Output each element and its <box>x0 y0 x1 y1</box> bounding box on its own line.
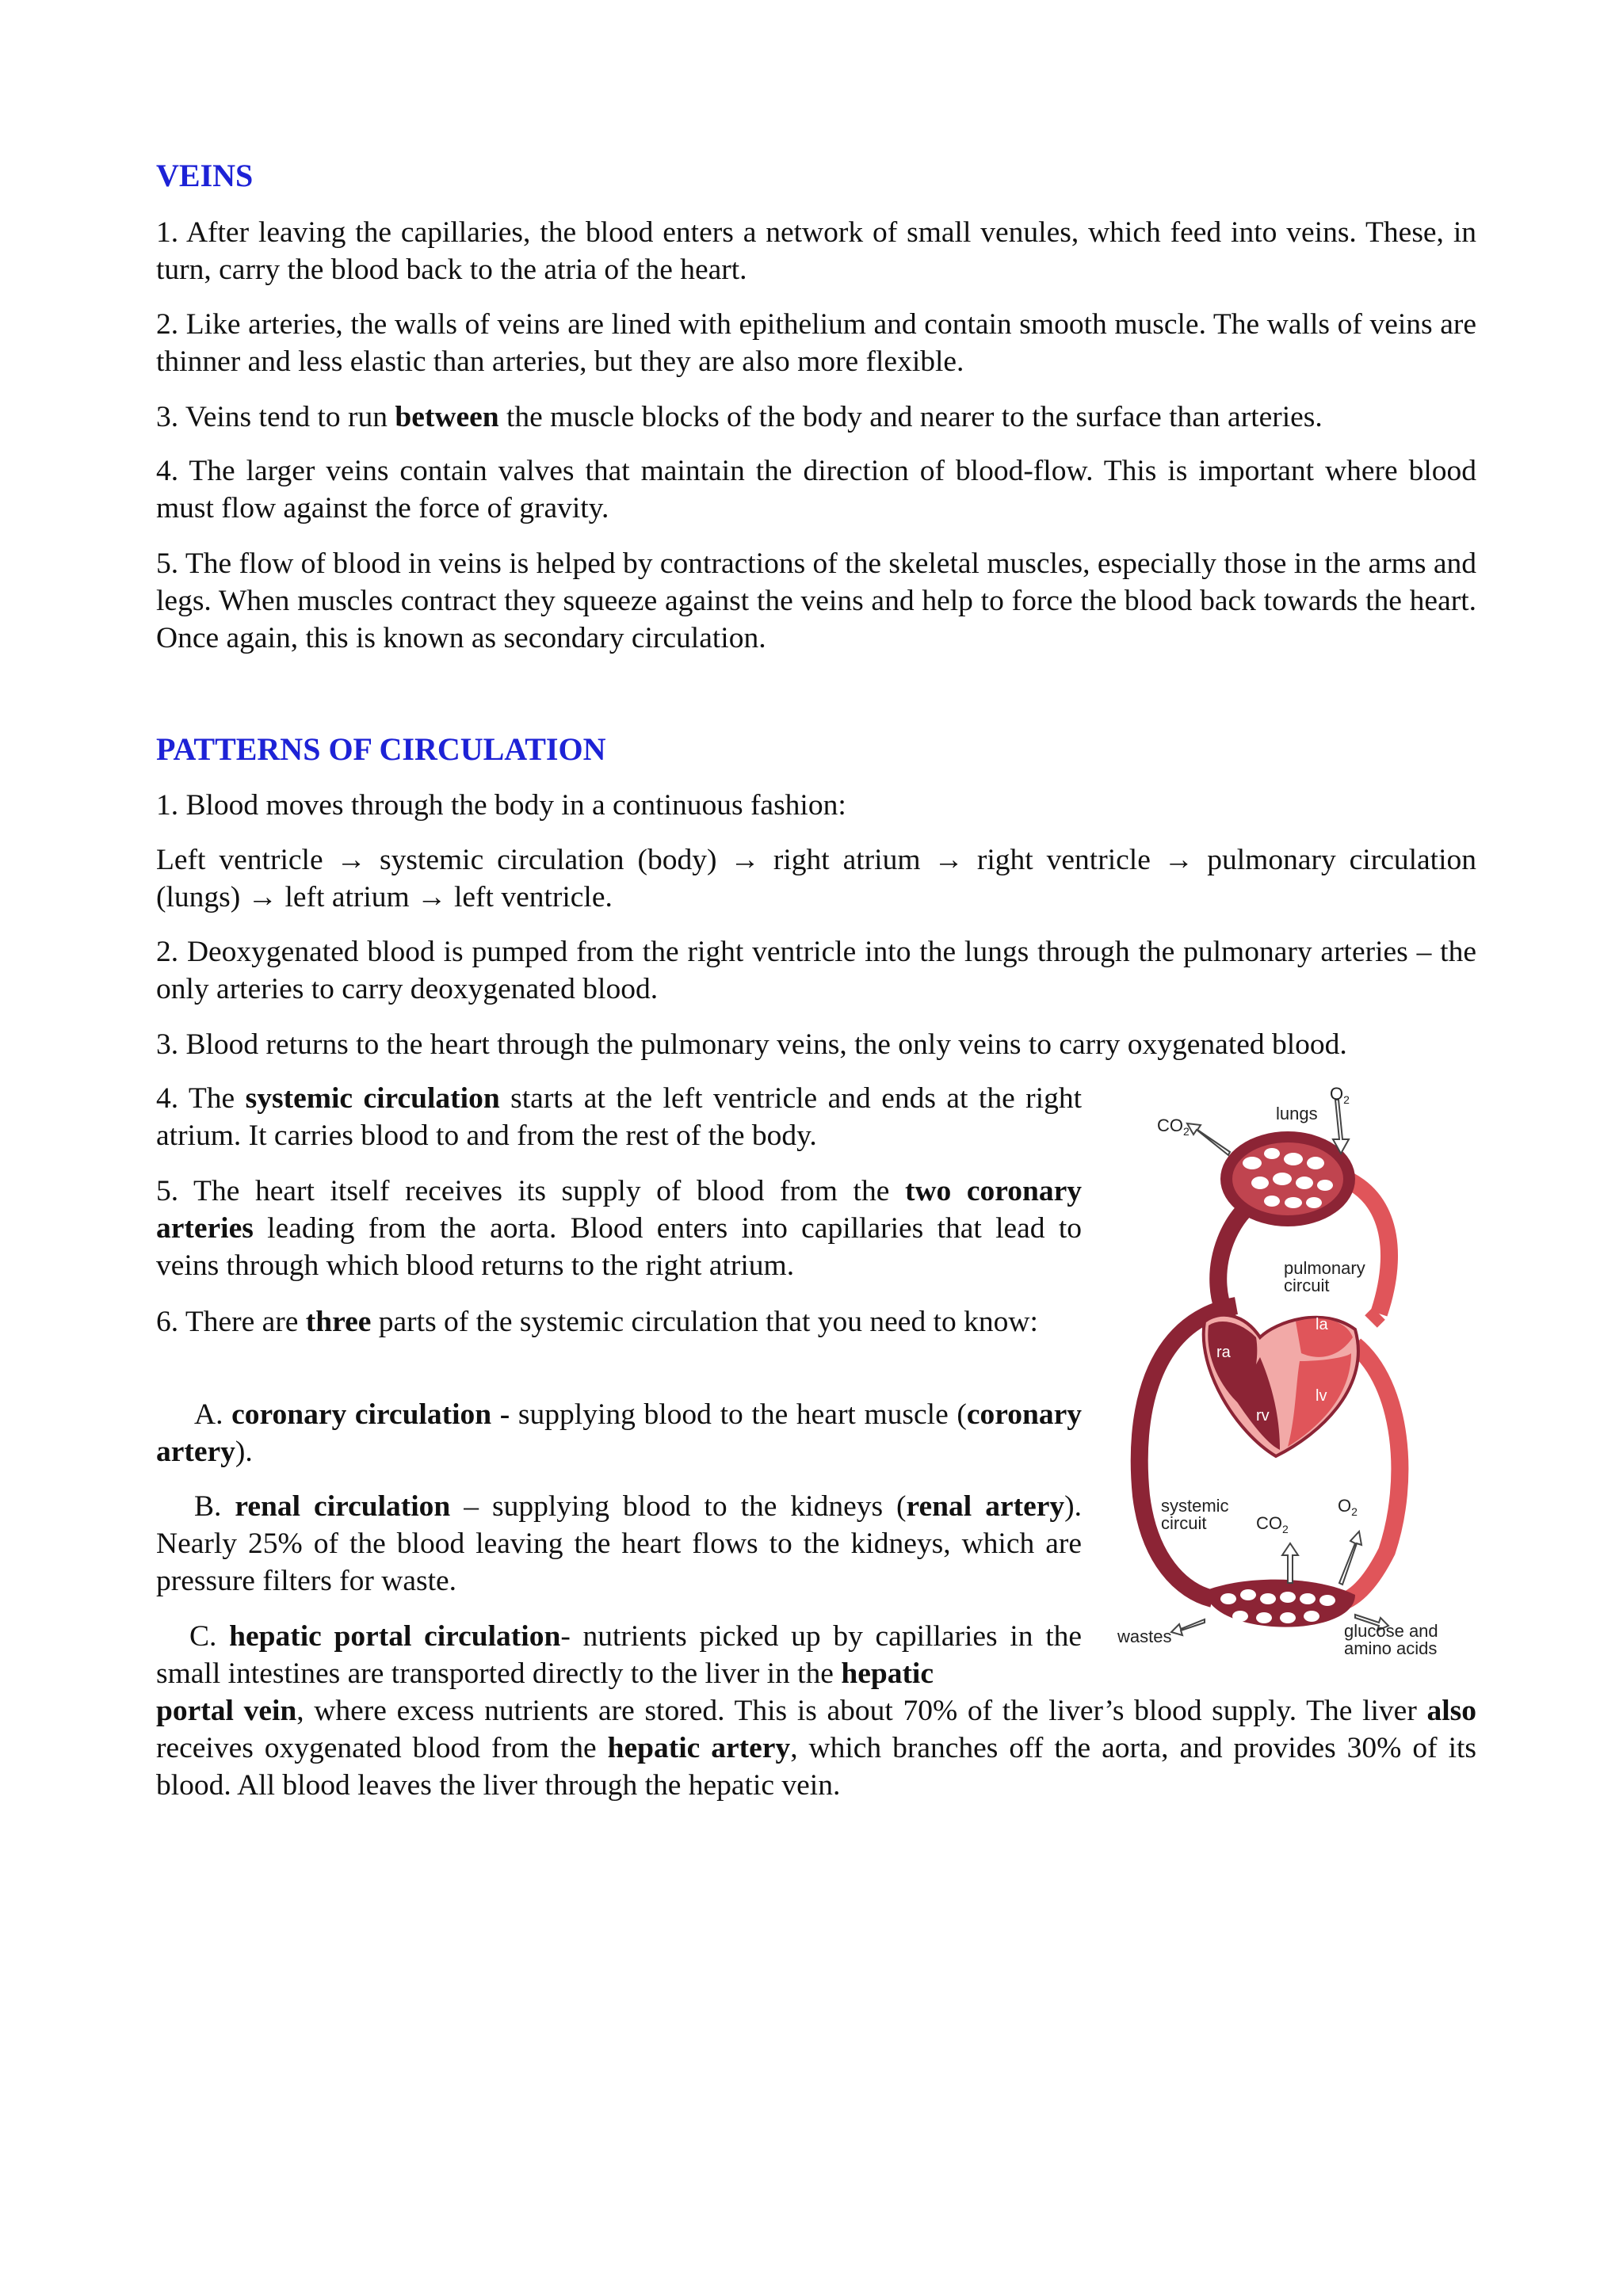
patterns-paragraph-6 <box>156 1303 1082 1341</box>
patterns-paragraph-3: 3. Blood returns to the heart through the pulmonary veins, the only veins to carry oxygenated blood. <box>156 1028 1347 1061</box>
veins-paragraph-2: 2. Like arteries, the walls of veins are lined with epithelium and contain smooth muscle. The walls of veins are thinner and less elastic than arteries, but they are also more flexible. <box>156 308 1476 378</box>
systemic-circuit-label-2: circuit <box>1161 1513 1207 1533</box>
bold-text: renal artery <box>906 1490 1065 1523</box>
coronary-circulation-item <box>156 1396 1082 1470</box>
bold-text: three <box>305 1306 372 1338</box>
bold-text: hepatic <box>841 1657 934 1690</box>
bold-text: coronary circulation - <box>231 1398 510 1431</box>
text-run: 3. Veins tend to run <box>156 401 395 433</box>
bold-text: between <box>395 401 499 433</box>
left-ventricle-label: lv <box>1316 1387 1327 1405</box>
wastes-label: wastes <box>1117 1627 1172 1646</box>
text-run: the muscle blocks of the body and nearer to the surface than arteries. <box>498 401 1323 433</box>
patterns-paragraph-1: 1. Blood moves through the body in a continuous fashion: <box>156 789 846 822</box>
wastes-arrow <box>1171 1619 1205 1635</box>
co2-out-arrow <box>1187 1123 1230 1155</box>
text-run: parts of the systemic circulation that you need to know: <box>371 1306 1038 1338</box>
text-run: , where excess nutrients are stored. This is about 70% of the liver’s blood supply. The liver <box>296 1695 1427 1727</box>
o2-bottom-label: $O_2$ <box>1338 1496 1358 1518</box>
lung-capillary-network <box>1220 1131 1355 1226</box>
hepatic-circulation-item-continued <box>156 1692 1476 1804</box>
bold-text: two coronary arteries <box>156 1175 1083 1245</box>
text-run: – supplying blood to the kidneys ( <box>450 1490 907 1523</box>
bold-text: renal circulation <box>235 1490 451 1523</box>
bold-text: also <box>1426 1695 1476 1727</box>
veins-paragraph-4: 4. The larger veins contain valves that maintain the direction of blood-flow. This is important where blood must flow against the force of gravity. <box>156 455 1476 524</box>
left-atrium-label: la <box>1316 1316 1328 1333</box>
bold-text: hepatic artery <box>607 1732 791 1764</box>
pulmonary-circuit-label-1: pulmonary <box>1284 1258 1365 1278</box>
renal-circulation-item <box>156 1488 1082 1600</box>
o2-top-label: $O_2$ <box>1330 1084 1350 1106</box>
lungs-label: lungs <box>1276 1104 1318 1123</box>
text-run: A. <box>194 1398 232 1431</box>
veins-paragraph-1: 1. After leaving the capillaries, the blood enters a network of small venules, which feed into veins. These, in turn, carry the blood back to the atria of the heart. <box>156 216 1476 286</box>
body-capillary-network <box>1205 1580 1355 1627</box>
veins-paragraph-5: 5. The flow of blood in veins is helped by contractions of the skeletal muscles, especially those in the arms and legs. When muscles contract they squeeze against the veins and help to force the blood back towards the heart. Once again, this is known as secondary circulation. <box>156 547 1476 654</box>
right-atrium-label: ra <box>1216 1344 1231 1361</box>
patterns-heading: PATTERNS OF CIRCULATION <box>156 731 606 767</box>
heart <box>1204 1315 1358 1456</box>
patterns-paragraph-4 <box>156 1080 1082 1154</box>
text-run: 4. The <box>156 1082 246 1115</box>
glucose-label-2: amino acids <box>1344 1638 1438 1658</box>
patterns-paragraph-5 <box>156 1173 1082 1284</box>
veins-paragraph-3 <box>156 399 1476 436</box>
text-run: 6. There are <box>156 1306 306 1338</box>
text-run: leading from the aorta. Blood enters into capillaries that lead to veins through which blood returns to the right atrium. <box>156 1212 1082 1282</box>
co2-in-arrow <box>1282 1543 1298 1583</box>
circulation-diagram <box>1117 1084 1482 1670</box>
text-run: C. <box>189 1620 230 1653</box>
text-run: , which branches off the aorta, and provides 30% of its blood. All blood leaves the liver through the hepatic vein. <box>156 1732 1476 1802</box>
text-run: supplying blood to the heart muscle ( <box>510 1398 967 1431</box>
bold-text: systemic circulation <box>245 1082 500 1115</box>
text-run: receives oxygenated blood from the <box>156 1732 608 1764</box>
bold-text: hepatic portal circulation <box>229 1620 561 1653</box>
text-run: starts at the left ventricle and ends at the right atrium. It carries blood to and from the rest of the body. <box>156 1082 1082 1152</box>
text-run: ). <box>235 1436 253 1468</box>
veins-heading: VEINS <box>156 158 254 193</box>
co2-bottom-label: $CO_2$ <box>1256 1513 1289 1535</box>
hepatic-circulation-item-top <box>156 1618 1082 1692</box>
pulmonary-circuit-label-2: circuit <box>1284 1276 1330 1295</box>
patterns-paragraph-2: 2. Deoxygenated blood is pumped from the right ventricle into the lungs through the pulmonary arteries – the only arteries to carry deoxygenated blood. <box>156 936 1476 1005</box>
text-run: B. <box>194 1490 235 1523</box>
systemic-circuit-label-1: systemic <box>1161 1496 1229 1516</box>
bold-text: coronary artery <box>156 1398 1083 1468</box>
text-run: ). Nearly 25% of the blood leaving the heart flows to the kidneys, which are pressure filters for waste. <box>156 1490 1082 1597</box>
right-ventricle-label: rv <box>1256 1407 1270 1425</box>
text-run: 5. The heart itself receives its supply of blood from the <box>156 1175 905 1207</box>
bold-text: portal vein <box>156 1695 297 1727</box>
patterns-flow-sequence: Left ventricle → systemic circulation (body) → right atrium → right ventricle → pulmonary circulation (lungs) → left atrium → left ventricle. <box>156 844 1476 913</box>
glucose-label-1: glucose and <box>1344 1621 1438 1641</box>
text-run: - nutrients picked up by capillaries in the small intestines are transported directly to the liver in the <box>156 1620 1082 1690</box>
o2-out-arrow <box>1339 1531 1361 1585</box>
co2-top-label: $CO_2$ <box>1157 1116 1190 1138</box>
